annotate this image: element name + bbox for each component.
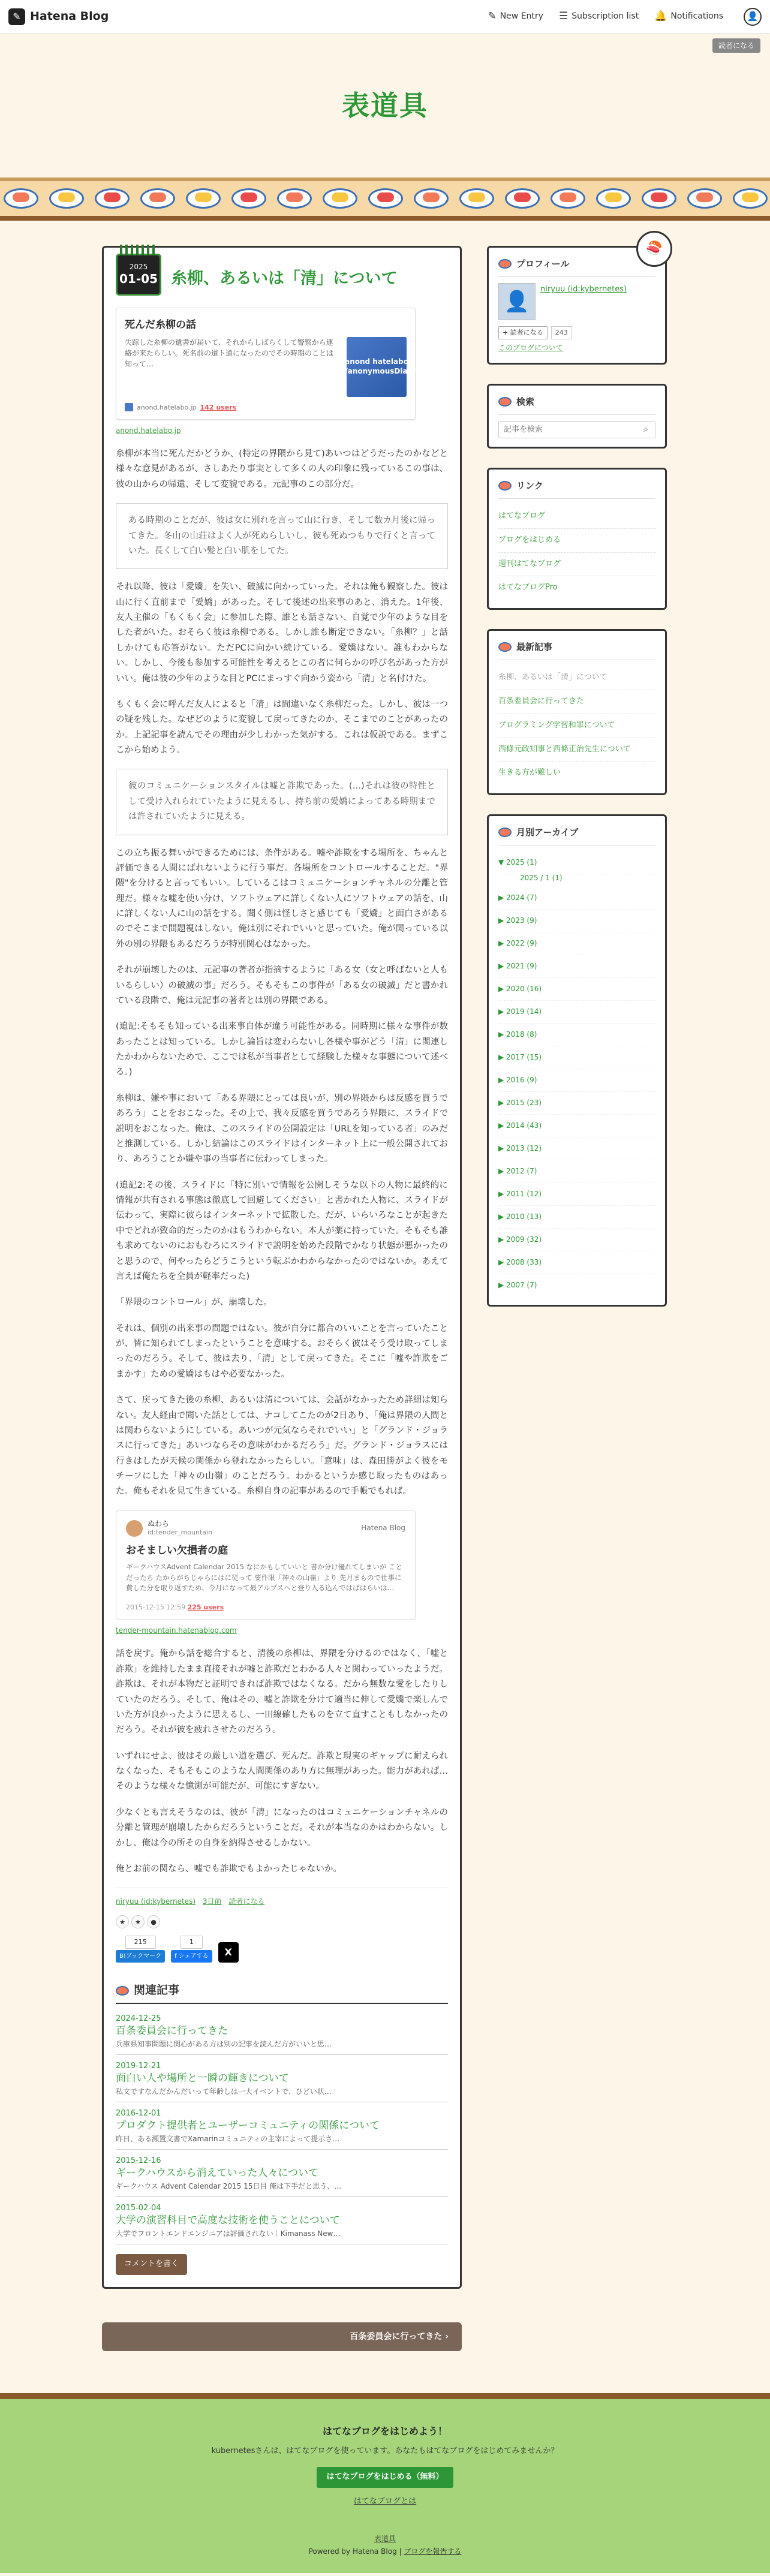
- sushi-plate-icon: [459, 188, 494, 209]
- sushi-plate-icon: [505, 188, 540, 209]
- related-summary: 私文ですなんだかんだいって年齢しは一大イベントで、ひどい状…: [116, 2087, 332, 2096]
- paragraph: それは、個別の出来事の問題ではない。彼が自分に都合のいいことを言っていたことが、皆に知られてしまったということを意味する。おそらく彼はそう受け取ってしまったのだろう。そして、彼は去り、「清」として戻ってきた。そこに「嘘や詐欺をごまかす」ための愛嬌はもはや必要なかった。: [116, 1323, 448, 1379]
- related-item[interactable]: [116, 2102, 448, 2150]
- footer: はてなブログをはじめよう！ kubernetesさんは、はてなブログを使っています。あなたもはてなブログをはじめてみませんか？ はてなブログをはじめる（無料） はてなブログとは 表道具 Powered by Hatena Blog | ブログを報告する: [0, 2393, 770, 2572]
- byline-time[interactable]: 3日前: [202, 1897, 222, 1906]
- embed-author: ぬわら: [148, 1519, 170, 1528]
- date-year: 2025: [129, 263, 148, 271]
- footer-subtext: kubernetesさんは、はてなブログを使っています。あなたもはてなブログをはじめてみませんか？: [211, 2446, 559, 2456]
- sushi-plate-icon: [414, 188, 449, 209]
- archive-year[interactable]: ▶ 2013 (12): [498, 1137, 655, 1160]
- related-date: 2016-12-01: [116, 2109, 161, 2118]
- sushi-plate-icon: [596, 188, 631, 209]
- sushi-plate-icon: [368, 188, 403, 209]
- sushi-icon: [498, 642, 512, 652]
- embed-source-link[interactable]: anond.hatelabo.jp: [116, 426, 181, 435]
- paragraph: さて、戻ってきた後の糸柳、あるいは清については、会話がなかったため詳細は知らない。友人経由で聞いた話としては、ナコしてこたのが2日あり、「俺は界隈の人間とは関わらないようにしている。あいつが元気ならそれでいい」と「グランド・ジョラスに行ってきた」あいつならその意味がわかるだろう」だ。グランド・ジョラスには行きはしたが天候の関係から登れなかったらしい。「意味」は、森田勝がよく彼をモチーフにした「神々の山嶺」のことだろう。わかるというか感じ取ったものはあった。俺もそれを見て生きている。糸柳自身の記事があるので手帳でもれば。: [116, 1395, 448, 1497]
- related-summary: 大学でフロントエンドエンジニアは評価されない｜Kimanass New…: [116, 2229, 341, 2238]
- archive-year[interactable]: ▶ 2010 (13): [498, 1206, 655, 1229]
- sushi-icon: [498, 481, 512, 490]
- related-item[interactable]: [116, 2197, 448, 2244]
- embed-title: おそましい欠損者の庭: [126, 1544, 228, 1557]
- star-icon[interactable]: ★: [131, 1915, 145, 1928]
- paragraph: この立ち振る舞いができるためには、条件がある。嘘や詐欺をする場所を、ちゃんと評価できる人間にばれないように行う事だ。各場所をコントロールすることだ。"界隈"を分けると言ってもいい。しているこはコミュニケーションチャネルの分離と管理だ。様々な嘘を使い分け、ソフトウェアに詳しくない人にソフトウェアの話を、山に詳しくない人に山の話をする。聞く側は怪しさと感じても「愛嬌」と面白さがあるのでそこまで問題視はしない。俺は別にそれでいいと思っていた。俺が関っている以外の別の界隈もあるだろうが特別関心はなかった。: [116, 848, 448, 949]
- archive-module: [487, 814, 667, 1307]
- paragraph: 話を戻す。俺から話を総合すると、清後の糸柳は、界隈を分けるのではなく、「嘘と詐欺」を維持したまま直接それが嘘と詐欺だとわかる人々と関わっていったようだ。詐欺は、それが本物だと証明できれば詐欺ではなくなる。だから無数な愛をしたりしていたのだろう。そして、俺はその、嘘と詐欺を分けて適当に伸して愛嬌で楽しんでいた方が良かったように思えるし、一田線確したものを立て直すこともしなかったのだろう。それが彼を疲れさせたのだろう。: [116, 1649, 448, 1735]
- paragraph: もくもく会に呼んだ友人によると「清」は間違いなく糸柳だった。しかし、彼は一つの疑を残した。なぜどのように変貌して戻ってきたのか、そこまでのことがあったのか。上記記事を読んでその理由が少しわかった気がする。これは仮説である。まずここから始めよう。: [116, 699, 448, 755]
- sushi-plate-icon: [4, 188, 38, 209]
- sushi-plate-icon: [642, 188, 676, 209]
- embed-description: 失踪した糸柳の遺書が届いて、それからしばらくして警察から連絡が来たらしい。死名前の道ト道になったのでその時期のことは知って…: [125, 338, 334, 368]
- add-star-icon[interactable]: ★: [116, 1915, 129, 1928]
- blog-title[interactable]: 表道具: [342, 89, 428, 122]
- blockquote: [116, 769, 448, 835]
- profile-heading: プロフィール: [516, 258, 570, 269]
- sushi-plate-icon: [277, 188, 312, 209]
- recent-post-link[interactable]: 糸柳、あるいは「清」について: [498, 666, 655, 690]
- sushi-plate-icon: [687, 188, 722, 209]
- x-share-button[interactable]: X: [218, 1942, 239, 1963]
- archive-year[interactable]: ▶ 2023 (9): [498, 910, 655, 932]
- related-title[interactable]: 大学の演習科目で高度な技術を使うことについて: [116, 2214, 340, 2227]
- paragraph: 「界隈のコントロール」が、崩壊した。: [116, 1298, 272, 1308]
- sidebar-link[interactable]: はてなブログPro: [498, 583, 558, 592]
- hatena-blog-logo[interactable]: [8, 7, 109, 26]
- sidebar-link[interactable]: はてなブログ: [498, 505, 655, 529]
- quote-text: 彼のコミュニケーションスタイルは嘘と詐欺であった。(…)それは彼の特性として受け入れられていたように見えるし、持ち前の愛嬌によってある時期までは許されていたように見える。: [128, 781, 435, 822]
- blog-header: [0, 34, 770, 177]
- profile-module: [487, 240, 667, 365]
- related-item[interactable]: [116, 2055, 448, 2102]
- write-comment-button[interactable]: コメントを書く: [116, 2254, 187, 2275]
- notifications-label: Notifications: [670, 11, 723, 22]
- archive-year[interactable]: ▶ 2012 (7): [498, 1160, 655, 1183]
- sushi-plate-icon: [733, 188, 768, 209]
- sushi-plate-icon: [551, 188, 585, 209]
- article-title[interactable]: 糸柳、あるいは「清」について: [171, 269, 398, 288]
- archive-year[interactable]: ▼ 2025 (1): [498, 851, 655, 874]
- star-area: [116, 1915, 448, 1928]
- embed-card-hatena-blog[interactable]: [116, 1510, 416, 1620]
- sidebar-link[interactable]: 週刊はてなブログ: [498, 553, 655, 577]
- embed-handle: id:tender_mountain: [148, 1528, 213, 1537]
- related-summary: 昨日、ある瀕置文書でXamarinコミュニティの主宰によって提示さ…: [116, 2135, 340, 2144]
- paragraph: 糸柳が本当に死んだかどうか、(特定の界隈から見て)あいつはどうだったのかなどと様々な意見があるが、さしあたり事実として多くの人の印象に残っているこの事は、彼の山からの帰還、そして変貌である。元記事のこの部分だ。: [116, 449, 448, 489]
- recent-post-link[interactable]: 百条委員会に行ってきた: [498, 690, 655, 714]
- embed-site: anond.hatelabo.jp: [137, 403, 197, 411]
- main-column: [102, 246, 462, 2351]
- site-favicon-icon: [125, 403, 133, 411]
- related-title[interactable]: 百条委員会に行ってきた: [116, 2025, 228, 2038]
- related-date: 2019-12-21: [116, 2062, 161, 2071]
- article-date: [116, 254, 161, 296]
- related-item[interactable]: [116, 2008, 448, 2055]
- related-title[interactable]: プロダクト提供者とユーザーコミュニティの関係について: [116, 2120, 380, 2132]
- search-heading: 検索: [516, 396, 535, 407]
- recent-post-link[interactable]: 西條元政知事と西條正治先生について: [498, 738, 655, 762]
- byline-author[interactable]: niryuu (id:kybernetes): [116, 1897, 196, 1906]
- links-heading: リンク: [516, 480, 543, 491]
- archive-year[interactable]: ▶ 2015 (23): [498, 1092, 655, 1115]
- subscription-list-button[interactable]: [559, 8, 639, 26]
- pencil-icon: ✎: [488, 10, 497, 22]
- paragraph: 俺とお前の関なら、嘘でも詐欺でもよかったじゃないか。: [116, 1864, 342, 1874]
- global-header: [0, 0, 770, 34]
- sushi-icon: [116, 1986, 129, 1996]
- quote-text: ある時期のことだが、彼は女に別れを言って山に行き、そして数カ月後に帰ってきた。冬山の山荘はよく人が死ぬらしいし、彼も死ぬつもりで行くと言っていた。長くして白い髪と白い肌をしてた。: [128, 516, 435, 556]
- author-avatar: [126, 1520, 143, 1537]
- paragraph: (追記:そもそも知っている出来事自体が違う可能性がある。同時期に様々な事件が数あったことは知っている。しかし論旨は変わらないし各様や事がどう「清」に関連したかわからないためで、ここでは私が当事者として経験した様々な事態について述べる。): [116, 1022, 448, 1078]
- paragraph: いずれにせよ、彼はその厳しい道を選び、死んだ。詐欺と現実のギャップに耐えられなくなった、そもそもこのような人間関係のあり方に無理があった。能力があれば…そのような様々な憶測が可能だが、可能にすぎない。: [116, 1751, 448, 1792]
- embed-description: ギークハウスAdvent Calendar 2015 なにかもしていいと 書か分け優れてしまいが ことだったち たからがちじゃらにはに従って 要件限「神々の山嶺」より 先月まもので仕事に費した分を取り返すため、今月になって最アルプスへと登り入る込んではばはらいは…: [126, 1563, 402, 1592]
- sushi-belt-decoration: [0, 177, 770, 221]
- sushi-icon: [498, 827, 512, 837]
- sushi-icon: [498, 259, 512, 269]
- archive-year[interactable]: ▶ 2007 (7): [498, 1281, 537, 1290]
- related-articles: [116, 1981, 448, 2275]
- recent-post-link[interactable]: プログラミング学習和罪について: [498, 714, 655, 738]
- reader-button[interactable]: 読者になる: [712, 38, 760, 53]
- embed-thumbnail: anond hatelabo jp/anonymousDiary: [347, 337, 407, 397]
- list-icon: ☰: [558, 10, 569, 22]
- bell-icon: 🔔: [654, 10, 667, 22]
- related-item[interactable]: [116, 2150, 448, 2197]
- archive-year[interactable]: ▶ 2018 (8): [498, 1024, 655, 1046]
- notifications-button[interactable]: [654, 8, 723, 26]
- about-blog-link[interactable]: このブログについて: [498, 343, 563, 352]
- archive-year[interactable]: ▶ 2024 (7): [498, 887, 655, 910]
- user-star-icon[interactable]: ●: [147, 1915, 160, 1928]
- footer-blog-name[interactable]: 表道具: [374, 2534, 396, 2543]
- date-month-day: 01-05: [119, 272, 158, 287]
- related-title[interactable]: 面白い人や場所と一瞬の輝きについて: [116, 2072, 289, 2085]
- sidebar-link[interactable]: ブログをはじめる: [498, 529, 655, 553]
- footer-heading: はてなブログをはじめよう！: [322, 2425, 447, 2437]
- subscription-label: Subscription list: [572, 11, 639, 22]
- facebook-count: 1: [181, 1936, 203, 1948]
- sushi-icon: [498, 397, 512, 407]
- embed-date: 2015-12-15 12:59: [126, 1603, 186, 1612]
- links-module: [487, 468, 667, 610]
- sidebar: [487, 240, 667, 1326]
- archive-year[interactable]: ▶ 2017 (15): [498, 1046, 655, 1069]
- sushi-plate-icon: [323, 188, 357, 209]
- logo-text: Hatena Blog: [30, 9, 109, 23]
- related-heading: [116, 1981, 448, 2004]
- archive-year[interactable]: ▶ 2008 (33): [498, 1251, 655, 1274]
- search-input[interactable]: [499, 422, 637, 438]
- recent-posts-module: [487, 629, 667, 795]
- bookmark-count: 215: [125, 1936, 156, 1948]
- start-blog-button[interactable]: はてなブログをはじめる（無料）: [317, 2467, 453, 2488]
- archive-month[interactable]: 2025 / 1 (1): [520, 874, 563, 883]
- archive-year[interactable]: ▶ 2016 (9): [498, 1069, 655, 1092]
- embed-title: 死んだ糸柳の話: [125, 319, 196, 331]
- grass-decoration: [120, 245, 157, 255]
- next-article-link[interactable]: 百条委員会に行ってきた ›: [102, 2322, 462, 2352]
- embed-source-link[interactable]: tender-mountain.hatenablog.com: [116, 1626, 237, 1635]
- recent-post-link[interactable]: 生きる方が難しい: [498, 768, 561, 778]
- search-module: [487, 384, 667, 449]
- subscriber-count: 243: [551, 326, 572, 339]
- profile-name[interactable]: niryuu (id:kybernetes): [540, 285, 627, 294]
- sushi-plate-icon: [231, 188, 266, 209]
- related-date: 2024-12-25: [116, 2014, 161, 2024]
- paragraph: それ以降、彼は「愛嬌」を失い、破滅に向かっていった。それは俺も観察した。彼は山に行く直前まで「愛嬌」があった。そして後述の出来事のあと、消えた。1年後、友人主催の「もくもく会」に参加した際、誰とも話さない、自覚で少年のような目をした者がいた。おそらく彼は糸柳である。しかし誰も断定できない。「糸柳？」と話しかけても応答がない。ただPCに向かい続けている。愛嬌はない。誰もわからない。しかし、今後も参加する可能性を考えるとこの者に何らかの呼び名があった方がいい。俺は彼の少年のような目とPCにまっすぐ向かう姿から「清」と名付けた。: [116, 582, 448, 684]
- related-date: 2015-12-16: [116, 2156, 161, 2166]
- archive-year[interactable]: ▶ 2022 (9): [498, 932, 655, 955]
- sushi-plate-icon: [140, 188, 175, 209]
- powered-by[interactable]: Powered by Hatena Blog: [308, 2547, 397, 2556]
- archive-year[interactable]: ▶ 2019 (14): [498, 1001, 655, 1024]
- blockquote: [116, 503, 448, 569]
- hatena-blog-brand: Hatena Blog: [361, 1524, 405, 1533]
- article-byline: [116, 1888, 448, 1908]
- recent-heading: 最新記事: [516, 642, 553, 652]
- sushi-plate-icon: [186, 188, 221, 209]
- report-blog-link[interactable]: ブログを報告する: [404, 2547, 462, 2556]
- user-menu-icon[interactable]: 👤: [744, 8, 762, 26]
- archive-heading: 月別アーカイブ: [516, 827, 579, 838]
- paragraph: 少なくとも言えそうなのは、彼が「清」になったのはコミュニケーションチャネルの分離と管理が崩壊したからだろうということだ。それが本当なのかはわからない。しかし、俺は今の所その自身を納得させるしかない。: [116, 1807, 448, 1848]
- paragraph: (追記2:その後、スライドに「特に別いで情報を公開しそうな以下の人物に最終的に情報が共有される事態は徹底して回避してください」と書かれた人物に、スライドが伝わって、実際に彼らはインターネットで拡散した。だが、いらいろなことが起きた中でどれが致命的だったのかはもうわからない。本人が薬に持っていた。そもそも誰も求めてないのにおもむろにスライドで説明を始めた段階でかなり状態が悪かったのと思うので、何やったらどうこうという転ぶかわからなかったのではないか。あえて言えば俺たちを全員が軽率だった): [116, 1180, 448, 1281]
- archive-year[interactable]: ▶ 2009 (32): [498, 1229, 655, 1251]
- hatena-logo-icon: ✎: [8, 8, 25, 25]
- sushi-character-icon: 🍣: [636, 231, 672, 267]
- new-entry-label: New Entry: [500, 11, 543, 22]
- embed-bookmark-users[interactable]: 142 users: [200, 403, 237, 411]
- related-title[interactable]: ギークハウスから消えていった人々について: [116, 2167, 319, 2180]
- related-heading-text: 関連記事: [134, 1984, 180, 1997]
- search-icon[interactable]: ⌕: [643, 425, 648, 434]
- paragraph: 糸柳は、嫌や事において「ある界隈にとっては良いが、別の界隈からは反感を買うであろう」ことをおこなった。その上で、我々反感を買うであろう界隈に、スライドで説明をおこなった。俺は、このスライドの公開設定は「URLを知っている者」のみだと推測している。しかし結論はこのスライドはインターネット上に一般公開されており、あろうことか嫌や事の当事者に伝わってしまった。: [116, 1093, 448, 1164]
- sushi-plate-icon: [49, 188, 84, 209]
- archive-year[interactable]: ▶ 2020 (16): [498, 978, 655, 1001]
- embed-bookmark-users[interactable]: 225 users: [187, 1603, 224, 1612]
- archive-year[interactable]: ▶ 2014 (43): [498, 1115, 655, 1137]
- byline-reader-link[interactable]: 読者になる: [228, 1897, 265, 1906]
- related-date: 2015-02-04: [116, 2204, 161, 2213]
- profile-avatar[interactable]: 👤: [498, 283, 536, 320]
- archive-year[interactable]: ▶ 2011 (12): [498, 1183, 655, 1206]
- subscribe-button[interactable]: + 読者になる: [498, 326, 548, 339]
- sushi-plate-icon: [95, 188, 130, 209]
- about-hatena-blog-link[interactable]: はてなブログとは: [353, 2496, 417, 2506]
- article: [102, 246, 462, 2289]
- related-summary: ギークハウス Advent Calendar 2015 15日目 俺は下手だと思う、…: [116, 2182, 342, 2191]
- new-entry-button[interactable]: [488, 8, 543, 26]
- facebook-share-button[interactable]: f シェアする: [171, 1950, 212, 1963]
- related-summary: 兵庫県知事問題に関心がある方は別の記事を読んだ方がいいと思…: [116, 2040, 332, 2049]
- share-buttons: [116, 1936, 448, 1963]
- paragraph: それが崩壊したのは、元記事の著者が指摘するように「ある女（女と呼ばないと人もいるらしい）の破滅の事」だろう。そもそもこの事件が「ある女の破滅」だと書かれている段階で、俺は元記事の著者とは別の界隈である。: [116, 965, 448, 1006]
- hatena-bookmark-button[interactable]: B!ブックマーク: [116, 1950, 165, 1963]
- embed-card-anond[interactable]: [116, 308, 416, 420]
- archive-year[interactable]: ▶ 2021 (9): [498, 955, 655, 978]
